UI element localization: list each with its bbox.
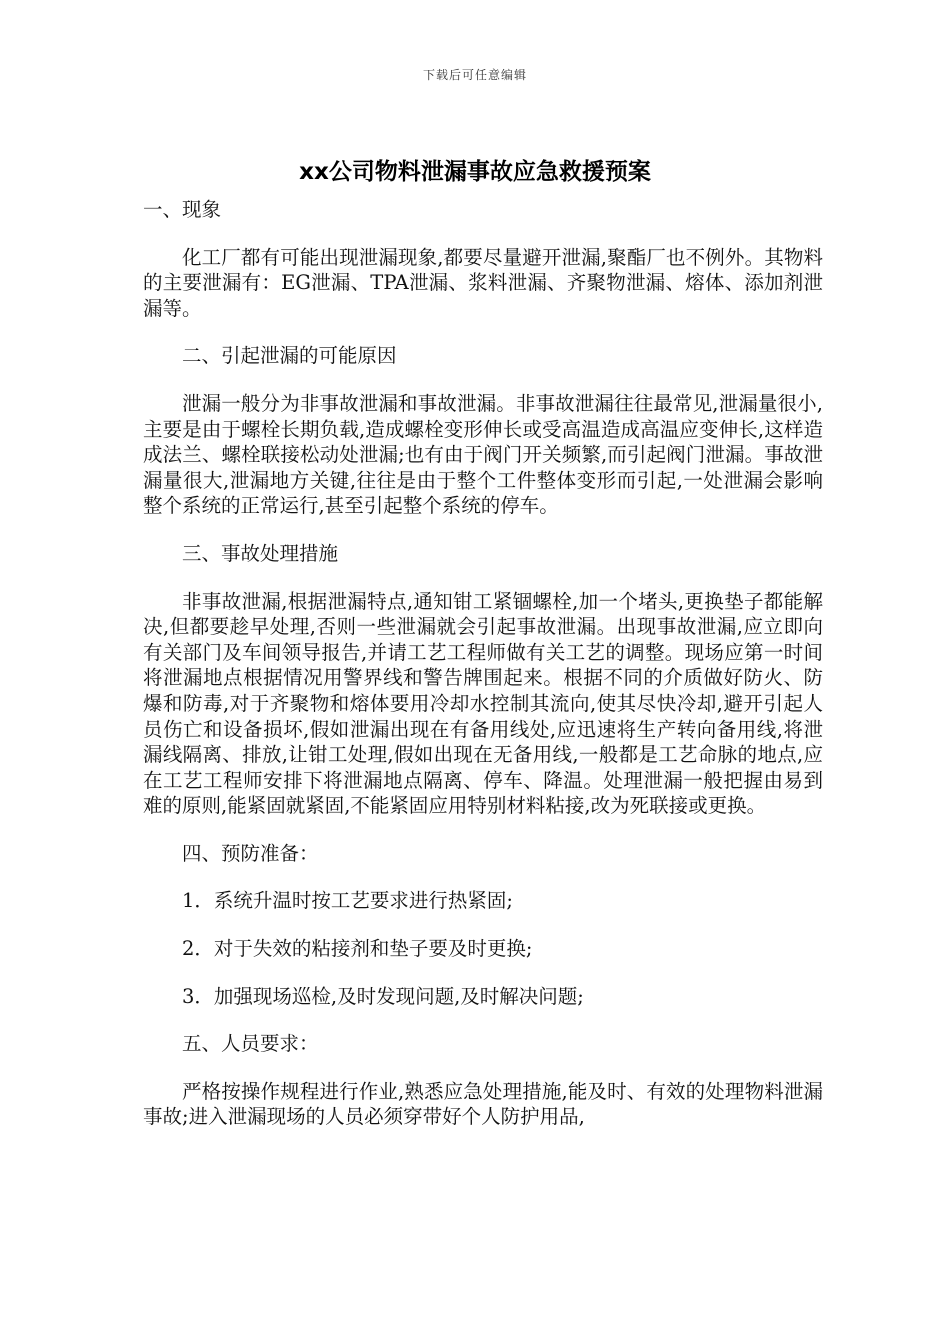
- prevention-item: 2．对于失效的粘接剂和垫子要及时更换;: [182, 937, 533, 961]
- section-heading-phenomenon: 一、现象: [143, 198, 222, 221]
- section-heading-causes: 二、引起泄漏的可能原因: [182, 344, 397, 368]
- section-heading-prevention: 四、预防准备：: [182, 841, 319, 865]
- section-heading-personnel: 五、人员要求：: [182, 1032, 319, 1056]
- prevention-item: 3．加强现场巡检,及时发现问题,及时解决问题;: [182, 984, 584, 1008]
- document-body: [143, 197, 823, 1152]
- section-body-measures: 非事故泄漏,根据泄漏特点,通知钳工紧锢螺栓,加一个堵头,更换垫子都能解决,但都要趁早处理,否则一些泄漏就会引起事故泄漏。出现事故泄漏,应立即向有关部门及车间领导报告,并请工艺工程师做有关工艺的调整。现场应第一时间将泄漏地点根据情况用警界线和警告牌围起来。根据不同的介质做好防火、防爆和防毒,对于齐聚物和熔体要用冷却水控制其流向,使其尽快冷却,避开引起人员伤亡和设备损坏,假如泄漏出现在有备用线处,应迅速将生产转向备用线,将泄漏线隔离、排放,让钳工处理,假如出现在无备用线,一般都是工艺命脉的地点,应在工艺工程师安排下将泄漏地点隔离、停车、降温。处理泄漏一般把握由易到难的原则,能紧固就紧固,不能紧固应用特别材料粘接,改为死联接或更换。: [143, 589, 823, 818]
- prevention-item: 1．系统升温时按工艺要求进行热紧固;: [182, 889, 513, 913]
- section-heading-measures: 三、事故处理措施: [182, 541, 339, 565]
- section-body-causes: 泄漏一般分为非事故泄漏和事故泄漏。非事故泄漏往往最常见,泄漏量很小,主要是由于螺栓长期负载,造成螺栓变形伸长或受高温造成高温应变伸长,这样造成法兰、螺栓联接松动处泄漏;也有由于阀门开关频繁,而引起阀门泄漏。事故泄漏量很大,泄漏地方关键,往往是由于整个工件整体变形而引起,一处泄漏会影响整个系统的正常运行,甚至引起整个系统的停车。: [143, 391, 823, 518]
- section-body-phenomenon: 化工厂都有可能出现泄漏现象,都要尽量避开泄漏,聚酯厂也不例外。其物料的主要泄漏有：EG泄漏、TPA泄漏、浆料泄漏、齐聚物泄漏、熔体、添加剂泄漏等。: [143, 245, 823, 320]
- document-title: xx公司物料泄漏事故应急救援预案: [299, 159, 651, 185]
- section-body-personnel: 严格按操作规程进行作业,熟悉应急处理措施,能及时、有效的处理物料泄漏事故;进入泄漏现场的人员必须穿带好个人防护用品,: [143, 1079, 823, 1129]
- header-note: 下载后可任意编辑: [422, 68, 527, 82]
